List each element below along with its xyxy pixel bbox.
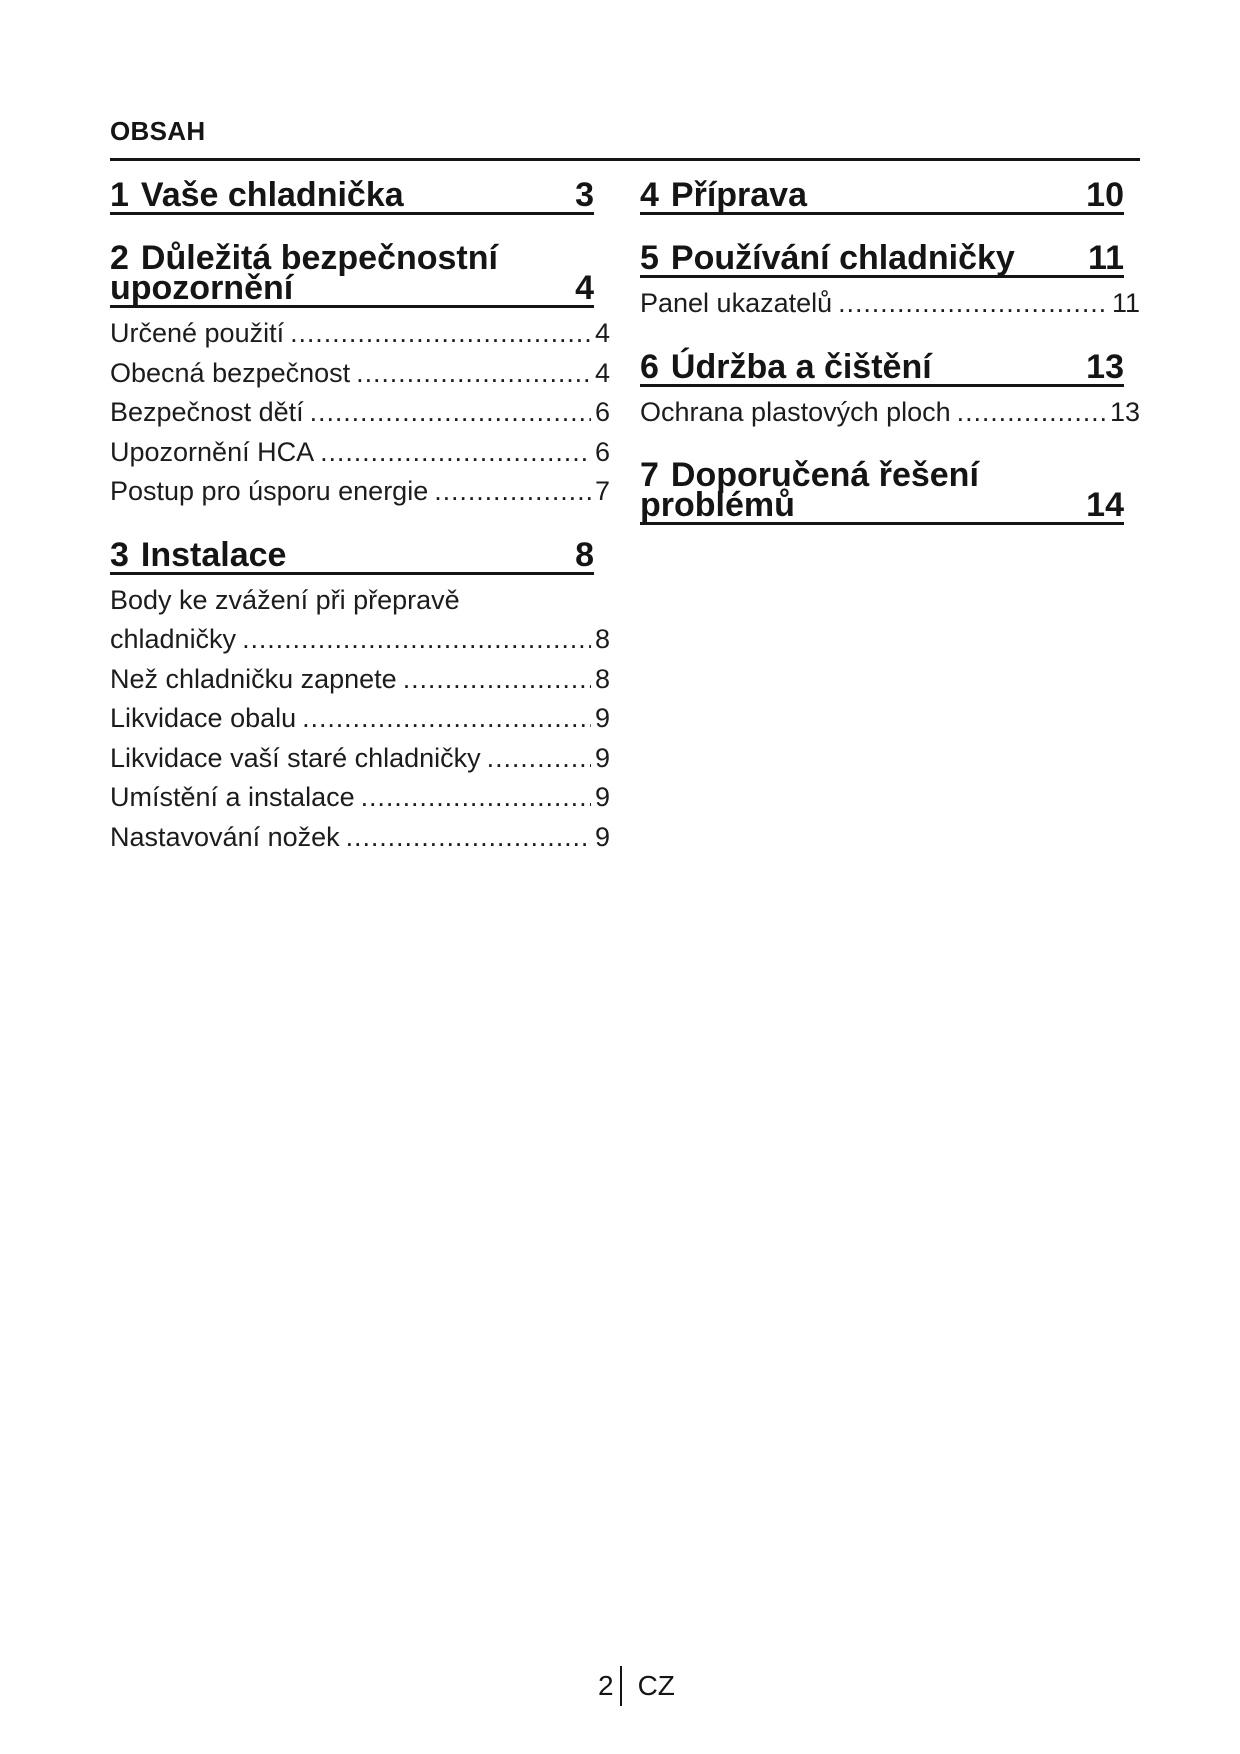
footer-divider (620, 1666, 622, 1706)
section-title (110, 176, 404, 214)
toc-entry[interactable] (110, 778, 610, 818)
section-title-line: Používání chladničky (670, 239, 1015, 277)
entry-title: Panel ukazatelů (640, 288, 833, 318)
dot-leader (838, 284, 1108, 324)
section-number: 7 (640, 456, 659, 494)
section-number: 3 (110, 535, 129, 574)
toc-entry[interactable] (640, 393, 1140, 433)
entry-title: Likvidace vaší staré chladničky (110, 742, 481, 773)
page-footer (598, 1666, 675, 1706)
section-title (640, 176, 808, 214)
entry-title: Určené použití (110, 318, 285, 348)
entry-page-number: 8 (594, 663, 610, 694)
entry-page-number: 6 (594, 436, 610, 467)
title-divider (110, 158, 1140, 161)
toc-entry[interactable] (110, 433, 610, 473)
entry-title-tail: chladničky (110, 624, 237, 654)
toc-section (640, 239, 1140, 324)
section-title (640, 239, 1015, 277)
section-title (640, 347, 932, 386)
page-number: 2 (598, 1670, 614, 1701)
toc-section (640, 176, 1140, 215)
section-number: 5 (640, 239, 659, 277)
dot-leader (434, 472, 591, 512)
dot-leader (356, 354, 591, 394)
entry-title: Upozornění HCA (110, 436, 315, 467)
entry-page-number: 9 (594, 821, 610, 852)
section-heading[interactable] (640, 176, 1124, 215)
toc-section (640, 347, 1140, 433)
entry-title: Body ke zvážení při přepravě (110, 584, 460, 615)
section-title-line: problémů (640, 486, 795, 524)
section-page-number: 10 (1086, 176, 1124, 214)
toc-section (640, 456, 1140, 525)
language-code: CZ (637, 1670, 675, 1701)
section-number: 4 (640, 176, 659, 214)
entry-page-number: 9 (594, 742, 610, 773)
section-heading[interactable] (640, 347, 1124, 387)
entry-list (640, 284, 1140, 324)
dot-leader (957, 393, 1106, 433)
section-title (110, 239, 498, 307)
toc-left-column (110, 176, 610, 885)
entry-title: Postup pro úsporu energie (110, 476, 429, 506)
entry-page-number: 4 (594, 357, 610, 388)
section-heading[interactable] (110, 535, 594, 575)
section-heading[interactable] (640, 456, 1124, 525)
toc-entry[interactable] (110, 699, 610, 739)
toc-section (110, 176, 610, 215)
toc-entry[interactable] (110, 660, 610, 700)
toc-section (110, 239, 610, 512)
section-title-line: Doporučená řešení (670, 456, 979, 494)
entry-title: Nastavování nožek (110, 821, 340, 852)
section-heading[interactable] (640, 239, 1124, 278)
section-title-line: Údržba a čištění (670, 347, 932, 386)
section-title (110, 535, 287, 574)
section-heading[interactable] (110, 239, 594, 308)
section-page-number: 13 (1086, 347, 1124, 386)
dot-leader (290, 314, 591, 354)
toc-entry[interactable] (110, 581, 610, 660)
entry-list (110, 314, 610, 512)
toc-section (110, 535, 610, 858)
entry-title-continuation (110, 620, 610, 660)
section-page-number: 8 (575, 535, 594, 574)
entry-list (110, 581, 610, 858)
toc-entry[interactable] (110, 818, 610, 858)
dot-leader (361, 778, 591, 818)
toc-entry[interactable] (110, 739, 610, 779)
dot-leader (302, 699, 591, 739)
section-number: 6 (640, 347, 659, 386)
entry-page-number: 13 (1109, 396, 1140, 427)
entry-list (640, 393, 1140, 433)
section-heading[interactable] (110, 176, 594, 215)
entry-page-number: 6 (594, 397, 610, 427)
entry-title: Umístění a instalace (110, 782, 355, 812)
entry-title: Bezpečnost dětí (110, 397, 304, 427)
section-title-line: Instalace (140, 535, 287, 574)
section-page-number: 4 (575, 269, 594, 307)
section-page-number: 3 (575, 176, 594, 214)
toc-right-column (640, 176, 1140, 553)
toc-entry[interactable] (110, 393, 610, 433)
entry-title: Obecná bezpečnost (110, 357, 351, 388)
entry-title: Ochrana plastových ploch (640, 396, 951, 427)
section-page-number: 14 (1086, 486, 1124, 524)
entry-page-number: 9 (594, 703, 610, 733)
toc-entry[interactable] (110, 472, 610, 512)
toc-entry[interactable] (110, 314, 610, 354)
entry-page-number: 8 (594, 624, 610, 654)
entry-page-number: 9 (594, 782, 610, 812)
dot-leader (310, 393, 591, 433)
dot-leader (346, 818, 591, 858)
section-title-line: upozornění (110, 269, 294, 307)
section-number: 1 (110, 176, 129, 214)
section-number: 2 (110, 239, 129, 277)
entry-title: Než chladničku zapnete (110, 663, 397, 694)
toc-entry[interactable] (640, 284, 1140, 324)
entry-page-number: 7 (594, 476, 610, 506)
section-title-line: Příprava (670, 176, 808, 214)
section-title-line: Důležitá bezpečnostní (140, 239, 498, 277)
dot-leader (242, 620, 591, 660)
dot-leader (403, 660, 591, 700)
dot-leader (320, 433, 591, 473)
dot-leader (487, 739, 591, 779)
section-page-number: 11 (1088, 239, 1124, 277)
entry-page-number: 11 (1111, 288, 1140, 318)
section-title-line: Vaše chladnička (140, 176, 404, 214)
section-title (640, 456, 979, 524)
toc-entry[interactable] (110, 354, 610, 394)
entry-title: Likvidace obalu (110, 703, 297, 733)
page-title: OBSAH (110, 116, 206, 146)
entry-page-number: 4 (594, 318, 610, 348)
